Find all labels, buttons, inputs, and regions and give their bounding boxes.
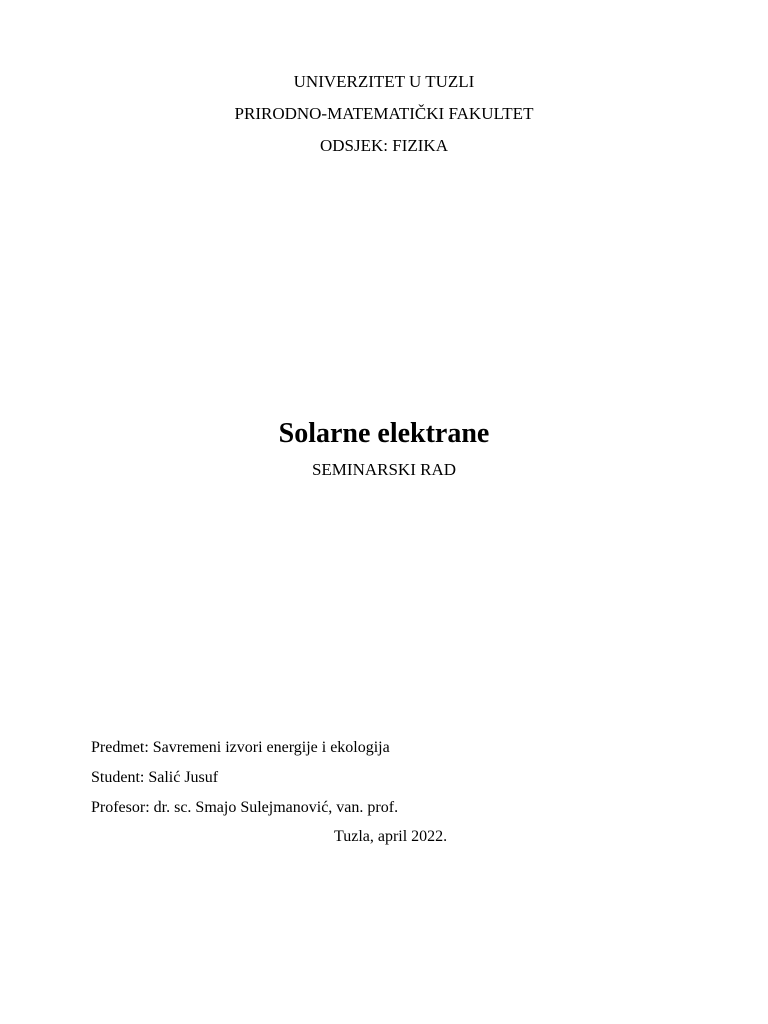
document-details — [91, 733, 398, 823]
subject-line: Predmet: Savremeni izvori energije i ekologija — [91, 739, 390, 756]
place-and-date: Tuzla, april 2022. — [334, 828, 448, 845]
institution-header — [0, 66, 768, 162]
professor-line: Profesor: dr. sc. Smajo Sulejmanović, van. prof. — [91, 799, 399, 816]
faculty-name: PRIRODNO-MATEMATIČKI FAKULTET — [234, 104, 534, 123]
student-line: Student: Salić Jusuf — [91, 769, 219, 786]
department-name: ODSJEK: FIZIKA — [320, 136, 448, 155]
document-type: SEMINARSKI RAD — [311, 460, 457, 479]
university-name: UNIVERZITET U TUZLI — [293, 72, 475, 91]
title-block — [0, 414, 768, 482]
document-title: Solarne elektrane — [278, 418, 490, 449]
